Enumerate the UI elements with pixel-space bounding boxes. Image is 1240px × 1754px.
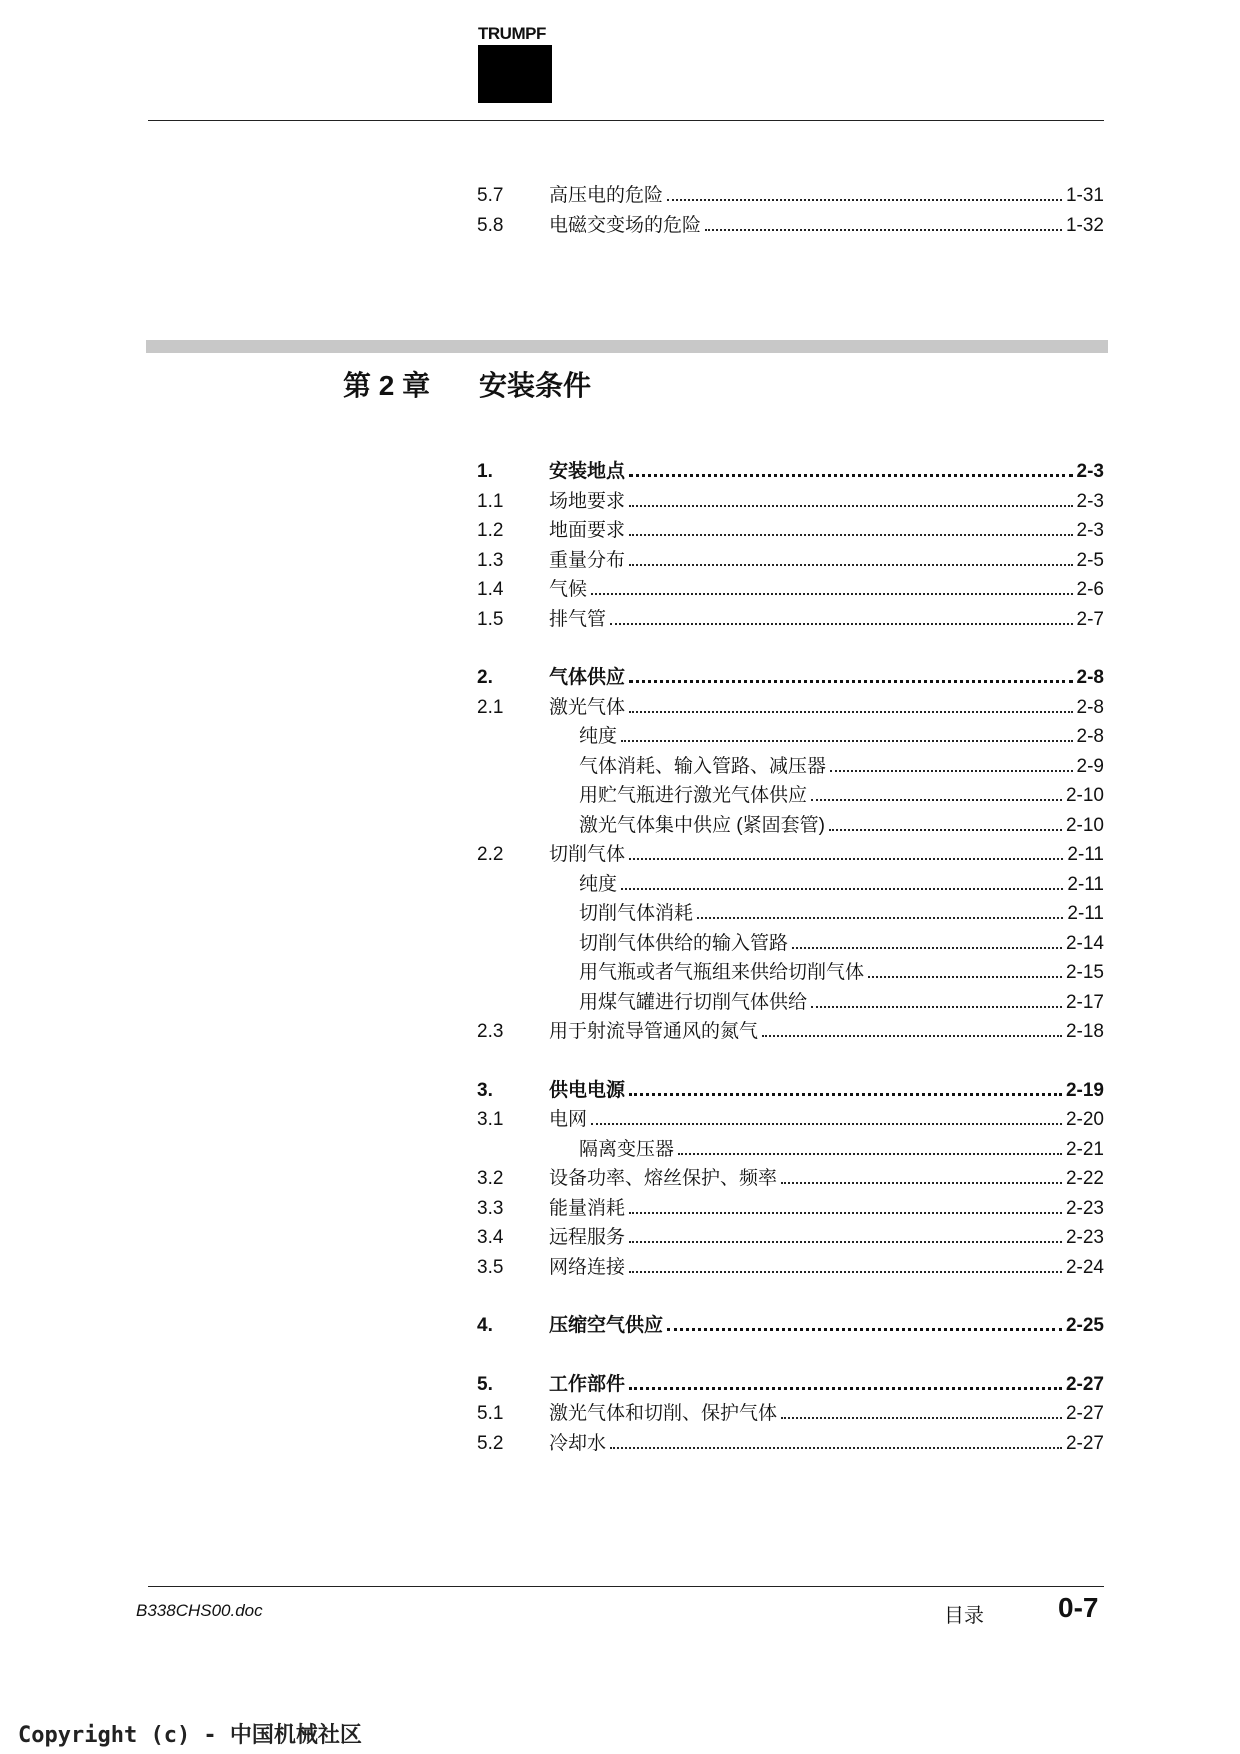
toc-entry-title: 激光气体: [549, 696, 626, 718]
toc-entry[interactable]: [477, 752, 1104, 782]
toc-entry-title: 用贮气瓶进行激光气体供应: [579, 785, 808, 806]
toc-entry-title: 冷却水: [549, 1432, 607, 1454]
toc-entry[interactable]: [477, 1017, 1104, 1047]
toc-dot-leader: [667, 199, 1062, 201]
toc-entry-title: 纯度: [579, 726, 618, 747]
toc-entry[interactable]: [477, 663, 1104, 693]
copyright-watermark: Copyright (c) - 中国机械社区: [18, 1723, 362, 1748]
toc-dot-leader: [629, 474, 1073, 477]
toc-entry[interactable]: [477, 1164, 1104, 1194]
toc-dot-leader: [629, 1271, 1062, 1273]
toc-entry-title: 切削气体供给的输入管路: [579, 932, 789, 954]
toc-section-gap: [477, 1282, 1104, 1311]
toc-section-gap: [477, 1341, 1104, 1370]
toc-entry-title: 气候: [549, 579, 588, 600]
toc-entry-page: 2-27: [1065, 1432, 1104, 1454]
toc-entry-number: 1.1: [477, 490, 504, 512]
toc-entry-page: 2-7: [1076, 608, 1104, 630]
toc-entry[interactable]: [477, 546, 1104, 576]
toc-entry[interactable]: [477, 958, 1104, 988]
toc-entry-page: 2-18: [1065, 1021, 1104, 1042]
toc-dot-leader: [629, 1241, 1062, 1243]
toc-entry[interactable]: [477, 605, 1104, 635]
toc-dot-leader: [621, 888, 1063, 890]
toc-entry-page: 2-11: [1067, 903, 1104, 924]
toc-entry[interactable]: [477, 1105, 1104, 1135]
toc-entry-number: 5.8: [477, 214, 504, 236]
toc-entry[interactable]: [477, 722, 1104, 752]
toc-entry-page: 2-10: [1065, 814, 1104, 836]
toc-entry[interactable]: [477, 840, 1104, 870]
toc-dot-leader: [621, 740, 1073, 742]
toc-dot-leader: [868, 976, 1062, 978]
toc-entry[interactable]: [477, 1429, 1104, 1459]
toc-entry-number: 1.: [477, 461, 493, 482]
toc-entry-page: 2-21: [1065, 1138, 1104, 1160]
toc-dot-leader: [629, 505, 1073, 507]
toc-entry-title: 激光气体和切削、保护气体: [549, 1403, 778, 1424]
toc-dot-leader: [629, 534, 1073, 536]
toc-entry[interactable]: [477, 1076, 1104, 1106]
toc-entry-page: 2-15: [1065, 962, 1104, 983]
toc-entry-title: 远程服务: [549, 1227, 626, 1248]
toc-entry-title: 能量消耗: [549, 1197, 626, 1219]
toc-entry-page: 2-27: [1065, 1403, 1104, 1424]
toc-entry-title: 压缩空气供应: [549, 1315, 664, 1336]
toc-entry-number: 1.2: [477, 520, 504, 541]
toc-entry-number: 3.1: [477, 1109, 504, 1130]
toc-entry-number: 1.4: [477, 579, 504, 600]
toc-entry-title: 激光气体集中供应 (紧固套管): [579, 814, 825, 836]
toc-entry-title: 用气瓶或者气瓶组来供给切削气体: [579, 962, 865, 983]
toc-dot-leader: [781, 1417, 1062, 1419]
toc-entry-title: 高压电的危险: [549, 185, 664, 206]
toc-entry-page: 2-6: [1076, 579, 1104, 600]
toc-entry-page: 2-8: [1076, 667, 1104, 688]
toc-entry[interactable]: [477, 181, 1104, 211]
toc-dot-leader: [629, 711, 1073, 713]
toc-entry-page: 2-8: [1076, 726, 1104, 747]
toc-entry[interactable]: [477, 1370, 1104, 1400]
toc-entry-number: 3.5: [477, 1256, 504, 1278]
logo-square: [478, 45, 552, 103]
toc-dot-leader: [591, 593, 1073, 595]
toc-entry-page: 2-11: [1067, 873, 1104, 895]
toc-entry-page: 2-14: [1065, 932, 1104, 954]
toc-dot-leader: [610, 623, 1073, 625]
toc-entry-number: 5.2: [477, 1432, 504, 1454]
toc-dot-leader: [629, 1093, 1062, 1096]
toc-entry-number: 2.: [477, 667, 493, 688]
toc-entry-title: 工作部件: [549, 1373, 626, 1395]
toc-entry-page: 2-3: [1076, 520, 1104, 541]
toc-dot-leader: [705, 229, 1062, 231]
toc-entry-number: 5.1: [477, 1403, 504, 1424]
toc-entry-page: 2-8: [1076, 696, 1104, 718]
toc-entry[interactable]: [477, 781, 1104, 811]
footer-divider: [148, 1586, 1104, 1587]
toc-entry-title: 纯度: [579, 873, 618, 895]
toc-entry[interactable]: [477, 811, 1104, 841]
toc-entry-page: 2-27: [1065, 1373, 1104, 1395]
toc-entry-page: 2-25: [1065, 1315, 1104, 1336]
toc-dot-leader: [629, 1387, 1062, 1390]
toc-entry-page: 1-31: [1065, 185, 1104, 206]
toc-entry-page: 2-10: [1065, 785, 1104, 806]
toc-entry-page: 2-3: [1076, 490, 1104, 512]
toc-entry-title: 地面要求: [549, 520, 626, 541]
toc-entry-title: 场地要求: [549, 490, 626, 512]
toc-dot-leader: [678, 1153, 1062, 1155]
footer-section-label: 目录: [944, 1605, 984, 1627]
toc-entry[interactable]: [477, 899, 1104, 929]
toc-entry-title: 网络连接: [549, 1256, 626, 1278]
toc-entry-title: 电网: [549, 1109, 588, 1130]
toc-section-gap: [477, 1047, 1104, 1076]
toc-entry-number: 3.3: [477, 1197, 504, 1219]
toc-entry[interactable]: [477, 1223, 1104, 1253]
toc-entry-page: 2-19: [1065, 1079, 1104, 1101]
toc-entry-page: 2-23: [1065, 1197, 1104, 1219]
toc-dot-leader: [792, 947, 1062, 949]
toc-dot-leader: [829, 829, 1062, 831]
chapter-heading: [343, 368, 591, 404]
toc-entry[interactable]: [477, 575, 1104, 605]
toc-entry-page: 2-9: [1076, 755, 1104, 777]
toc-entry-page: 2-3: [1076, 461, 1104, 482]
toc-entry-title: 用煤气罐进行切削气体供给: [579, 991, 808, 1013]
chapter-band: [146, 340, 1108, 353]
toc-entry-title: 安装地点: [549, 461, 626, 482]
toc-dot-leader: [610, 1447, 1062, 1449]
toc-entry[interactable]: [477, 1311, 1104, 1341]
toc-entry-page: 2-24: [1065, 1256, 1104, 1278]
table-of-contents: [477, 457, 1104, 1458]
toc-entry[interactable]: [477, 988, 1104, 1018]
toc-dot-leader: [629, 564, 1073, 566]
toc-dot-leader: [781, 1182, 1062, 1184]
document-filename: B338CHS00.doc: [136, 1601, 263, 1620]
toc-entry-page: 2-5: [1076, 549, 1104, 571]
toc-entry[interactable]: [477, 457, 1104, 487]
toc-dot-leader: [830, 770, 1073, 772]
header-divider: [148, 120, 1104, 121]
toc-entry-title: 隔离变压器: [579, 1138, 675, 1160]
toc-entry-number: 3.: [477, 1079, 493, 1101]
toc-entry-number: 4.: [477, 1315, 493, 1336]
toc-dot-leader: [762, 1035, 1062, 1037]
toc-entry-number: 5.: [477, 1373, 493, 1395]
toc-entry-number: 2.1: [477, 696, 504, 718]
toc-dot-leader: [667, 1328, 1062, 1331]
toc-entry[interactable]: [477, 487, 1104, 517]
toc-entry-title: 重量分布: [549, 549, 626, 571]
toc-entry-title: 设备功率、熔丝保护、频率: [549, 1168, 778, 1189]
toc-entry-number: 1.5: [477, 608, 504, 630]
toc-dot-leader: [629, 680, 1073, 683]
toc-entry-page: 2-17: [1065, 991, 1104, 1013]
toc-entry-number: 2.2: [477, 844, 504, 865]
toc-entry-title: 排气管: [549, 608, 607, 630]
toc-entry-page: 2-22: [1065, 1168, 1104, 1189]
toc-dot-leader: [629, 858, 1063, 860]
chapter-label: 第 2 章: [343, 370, 431, 401]
toc-entry-title: 切削气体消耗: [579, 903, 694, 924]
toc-entry[interactable]: [477, 1135, 1104, 1165]
toc-section-gap: [477, 634, 1104, 663]
toc-entry-number: 5.7: [477, 185, 504, 206]
toc-entry[interactable]: [477, 1399, 1104, 1429]
toc-entry-number: 3.2: [477, 1168, 504, 1189]
toc-dot-leader: [629, 1212, 1062, 1214]
toc-entry-title: 气体消耗、输入管路、减压器: [579, 755, 827, 777]
toc-entry-title: 气体供应: [549, 667, 626, 688]
toc-entry[interactable]: [477, 516, 1104, 546]
chapter-title: 安装条件: [479, 370, 592, 401]
toc-entry[interactable]: [477, 870, 1104, 900]
toc-dot-leader: [697, 917, 1063, 919]
toc-entry-page: 1-32: [1065, 214, 1104, 236]
toc-dot-leader: [811, 1006, 1062, 1008]
toc-entry-number: 1.3: [477, 549, 504, 571]
trumpf-logo: [478, 24, 554, 103]
toc-entry-number: 3.4: [477, 1227, 504, 1248]
logo-text: TRUMPF: [478, 24, 546, 43]
toc-entry-title: 用于射流导管通风的氮气: [549, 1021, 759, 1042]
previous-chapter-toc: [477, 181, 1104, 240]
toc-entry[interactable]: [477, 1253, 1104, 1283]
toc-dot-leader: [591, 1123, 1062, 1125]
toc-entry-page: 2-11: [1067, 844, 1104, 865]
toc-entry-number: 2.3: [477, 1021, 504, 1042]
toc-entry-page: 2-20: [1065, 1109, 1104, 1130]
toc-entry[interactable]: [477, 211, 1104, 241]
page-number: 0-7: [1058, 1592, 1099, 1623]
toc-entry[interactable]: [477, 693, 1104, 723]
toc-entry[interactable]: [477, 929, 1104, 959]
toc-entry-title: 供电电源: [549, 1079, 626, 1101]
toc-entry-title: 电磁交变场的危险: [549, 214, 702, 236]
toc-entry[interactable]: [477, 1194, 1104, 1224]
toc-dot-leader: [811, 799, 1062, 801]
toc-entry-page: 2-23: [1065, 1227, 1104, 1248]
toc-entry-title: 切削气体: [549, 844, 626, 865]
